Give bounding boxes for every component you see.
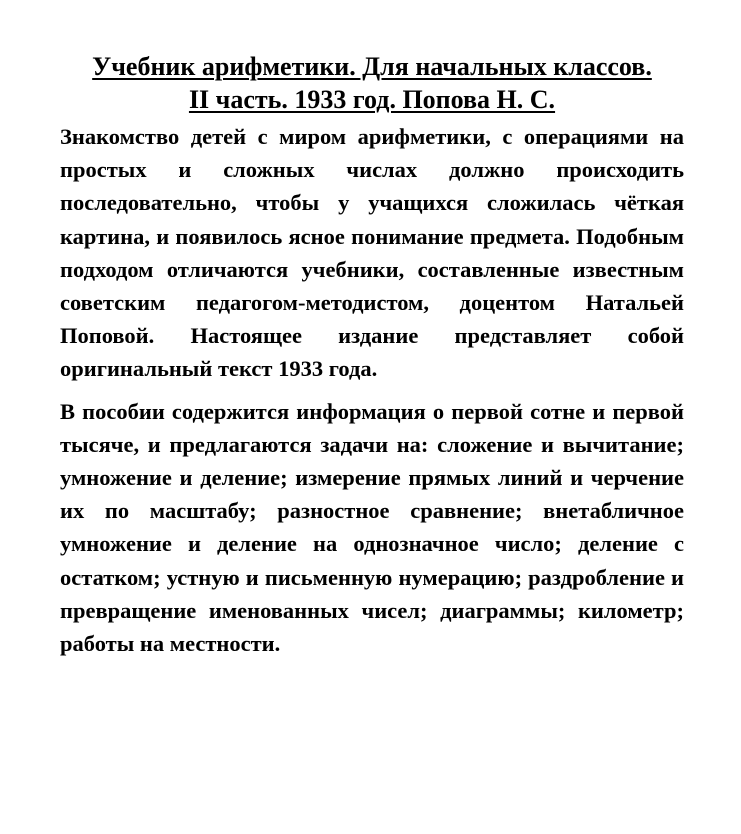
document-title: Учебник арифметики. Для начальных классов. II часть. 1933 год. Попова Н. С. (92, 52, 652, 114)
paragraph-intro: Знакомство детей с миром арифметики, с операциями на простых и сложных числах должно происходить последовательно, чтобы у учащихся сложилась чёткая картина, и появилось ясное понимание предмета. Подобным подходом отличаются учебники, составленные известным советским педагогом-методистом, доцентом Натальей Поповой. Настоящее издание представляет собой оригинальный текст 1933 года. (60, 124, 684, 382)
paragraph-contents: В пособии содержится информация о первой сотне и первой тысяче, и предлагаются задачи на: сложение и вычитание; умножение и деление; измерение прямых линий и черчение их по масштабу; разностное сравнение; внетабличное умножение и деление на однозначное число; деление с остатком; устную и письменную нумерацию; раздробление и превращение именованных чисел; диаграммы; километр; работы на местности. (60, 398, 684, 657)
document-page (60, 50, 684, 660)
